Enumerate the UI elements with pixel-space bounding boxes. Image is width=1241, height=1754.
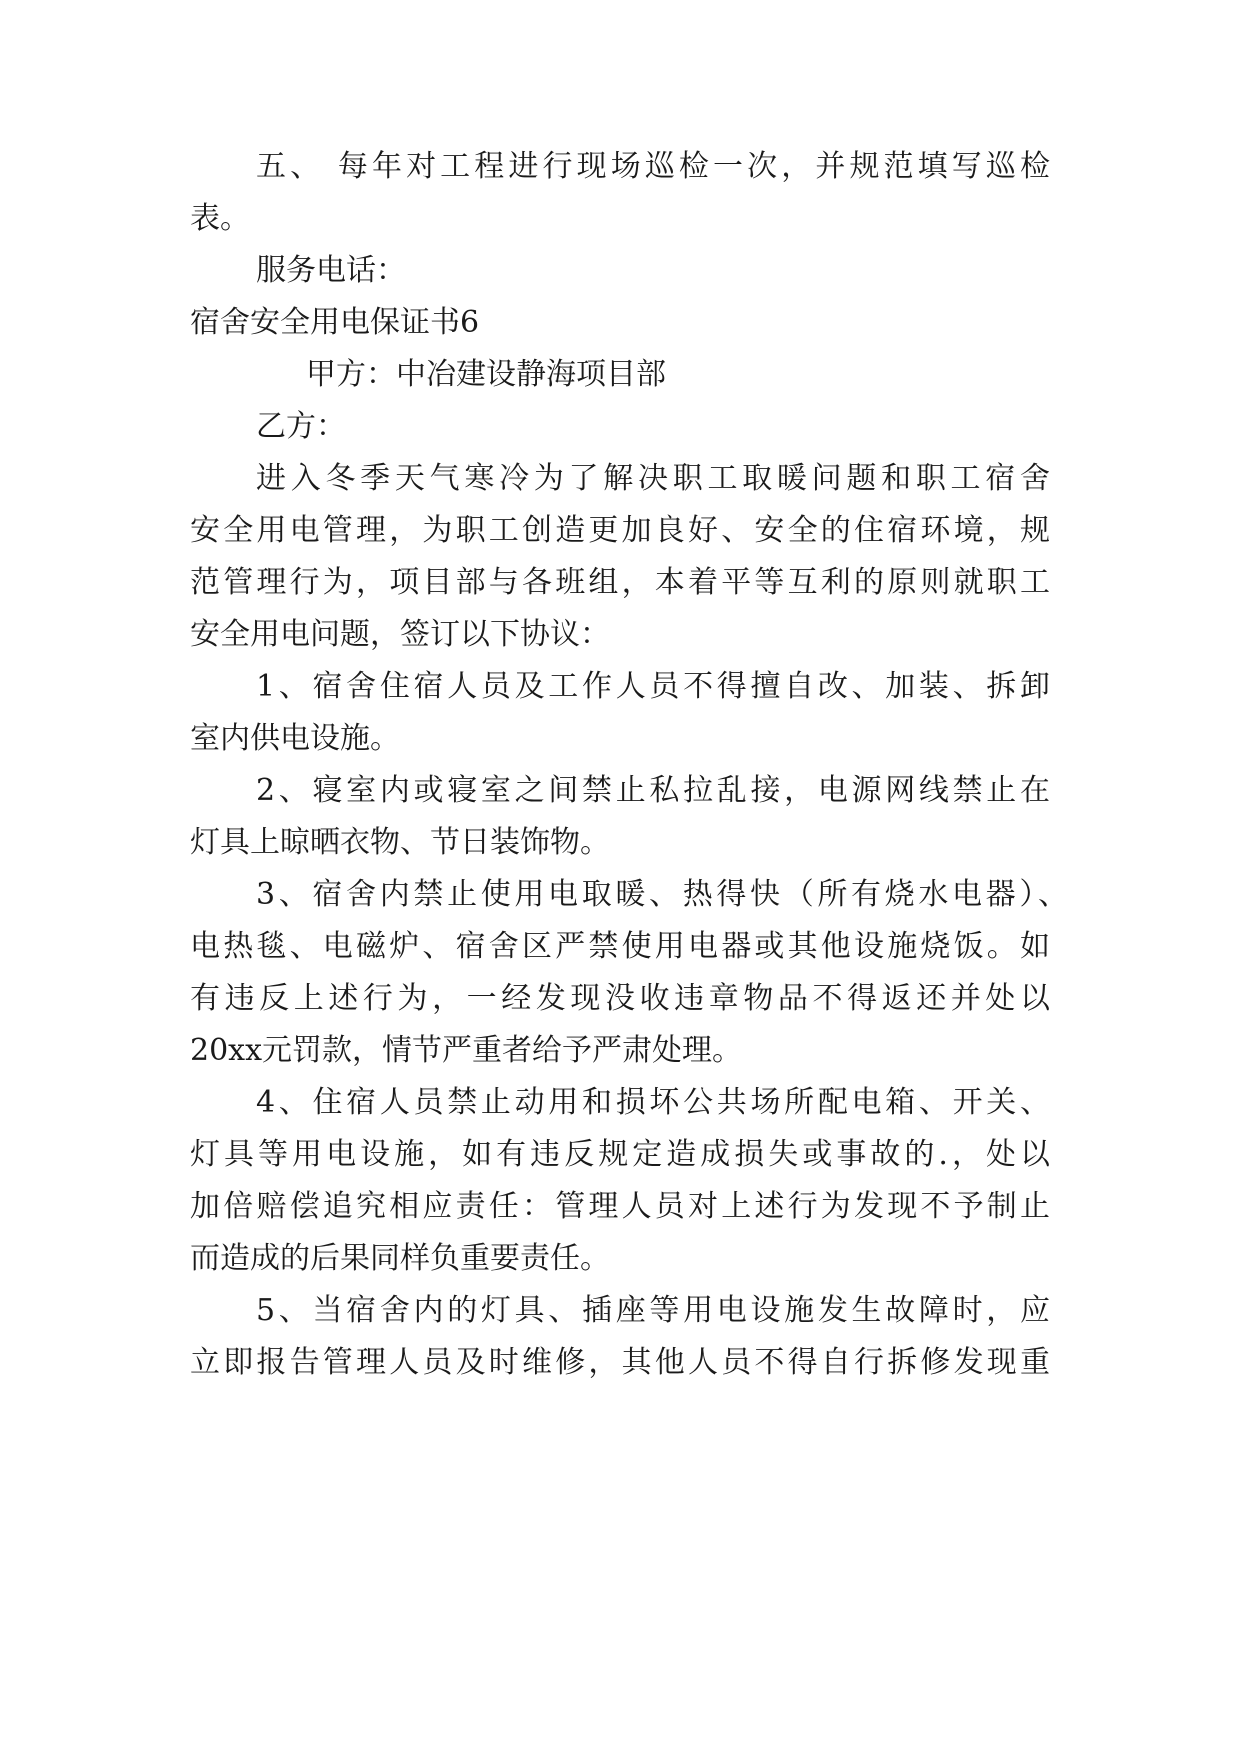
paragraph-line-9: 范管理行为，项目部与各班组，本着平等互利的原则就职工 [190,565,1050,600]
clause-4-line-3: 加倍赔偿追究相应责任：管理人员对上述行为发现不予制止 [190,1189,1050,1224]
clause-3-line-2: 电热毯、电磁炉、宿舍区严禁使用电器或其他设施烧饭。如 [190,929,1050,964]
clause-3-line-4: 20xx元罚款，情节严重者给予严肃处理。 [190,1033,743,1068]
paragraph-line-1: 五、 每年对工程进行现场巡检一次，并规范填写巡检 [256,149,1050,184]
section-title: 宿舍安全用电保证书6 [190,305,480,340]
party-a-line: 甲方：中冶建设静海项目部 [306,357,666,392]
clause-3-line-1: 3、宿舍内禁止使用电取暖、热得快（所有烧水电器）、 [256,877,1068,912]
clause-4-line-2: 灯具等用电设施，如有违反规定造成损失或事故的.，处以 [190,1137,1050,1172]
clause-4-line-1: 4、住宿人员禁止动用和损坏公共场所配电箱、开关、 [256,1085,1050,1120]
paragraph-line-2: 表。 [190,201,250,236]
clause-4-line-4: 而造成的后果同样负重要责任。 [190,1241,610,1276]
clause-5-line-2: 立即报告管理人员及时维修，其他人员不得自行拆修发现重 [190,1345,1050,1380]
clause-1-line-1: 1、宿舍住宿人员及工作人员不得擅自改、加装、拆卸 [256,669,1050,704]
paragraph-line-8: 安全用电管理，为职工创造更加良好、安全的住宿环境，规 [190,513,1050,548]
paragraph-line-7: 进入冬季天气寒冷为了解决职工取暖问题和职工宿舍 [256,461,1050,496]
clause-1-line-2: 室内供电设施。 [190,721,400,756]
clause-3-line-3: 有违反上述行为，一经发现没收违章物品不得返还并处以 [190,981,1050,1016]
paragraph-line-10: 安全用电问题，签订以下协议： [190,617,610,652]
clause-2-line-1: 2、寝室内或寝室之间禁止私拉乱接，电源网线禁止在 [256,773,1050,808]
clause-2-line-2: 灯具上晾晒衣物、节日装饰物。 [190,825,610,860]
party-b-line: 乙方： [256,409,346,444]
clause-5-line-1: 5、当宿舍内的灯具、插座等用电设施发生故障时，应 [256,1293,1050,1328]
service-phone-label: 服务电话： [256,253,406,288]
